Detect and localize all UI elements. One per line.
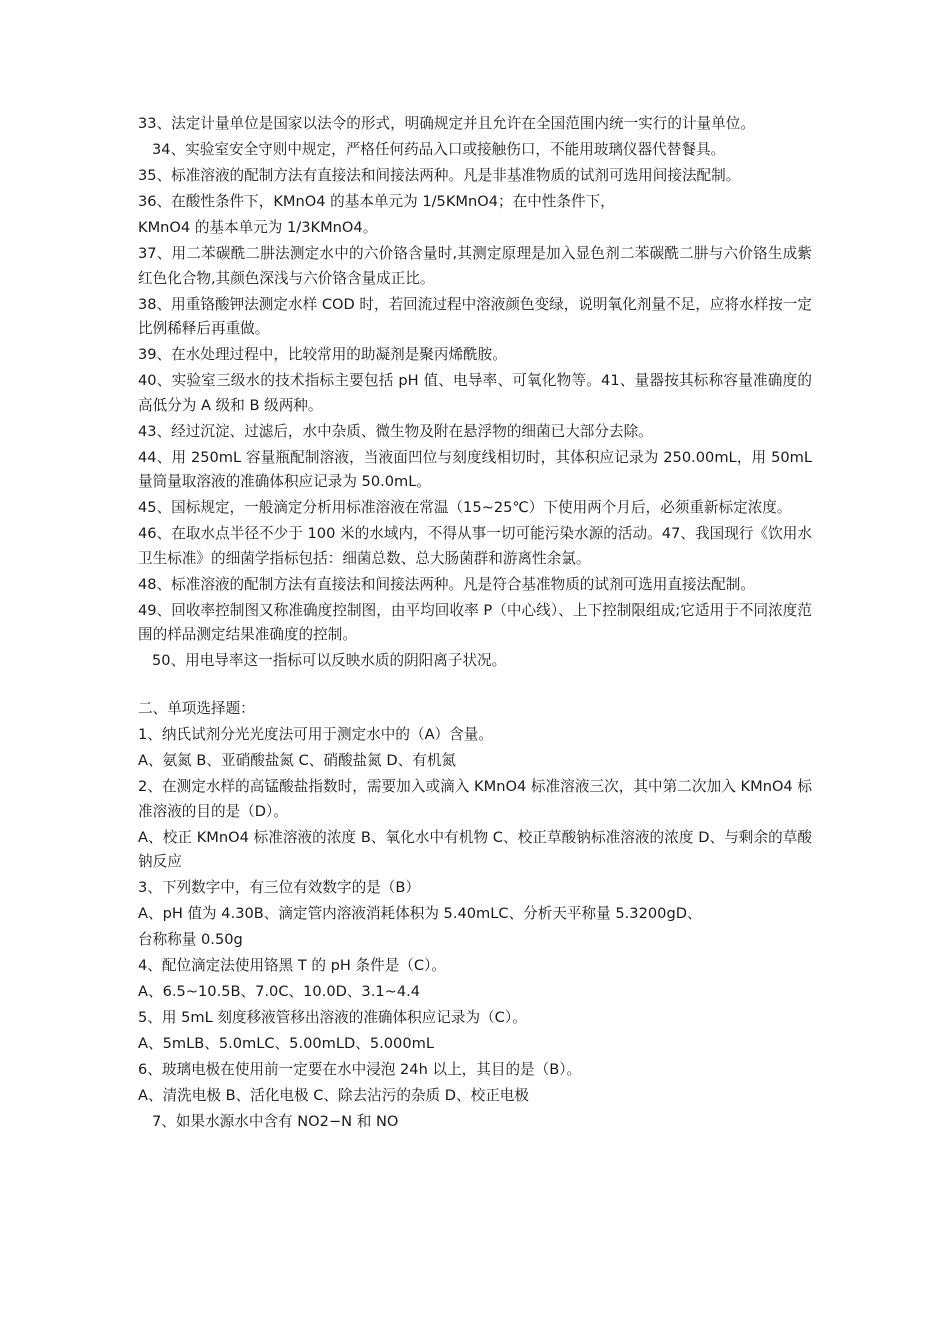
section-title: 二、单项选择题： <box>138 700 255 717</box>
judgment-item: 40、实验室三级水的技术指标主要包括 pH 值、电导率、可氧化物等。41、量器按其标称容量准确度的高低分为 A 级和 B 级两种。 <box>138 372 812 414</box>
choice-item: A、6.5~10.5B、7.0C、10.0D、3.1~4.4 <box>138 983 421 1000</box>
choice-item: A、pH 值为 4.30B、滴定管内溶液消耗体积为 5.40mLC、分析天平称量 5.3200gD、 <box>138 905 702 922</box>
judgment-item: 48、标准溶液的配制方法有直接法和间接法两种。凡是符合基准物质的试剂可选用直接法配制。 <box>138 575 755 593</box>
judgment-item: 34、实验室安全守则中规定，严格任何药品入口或接触伤口，不能用玻璃仪器代替餐具。 <box>152 141 726 158</box>
choice-item: A、氨氮 B、亚硝酸盐氮 C、硝酸盐氮 D、有机氮 <box>138 752 457 769</box>
choice-item: 3、下列数字中，有三位有效数字的是（B） <box>138 879 420 896</box>
judgment-item: 39、在水处理过程中，比较常用的助凝剂是聚丙烯酰胺。 <box>138 346 507 363</box>
judgment-item: KMnO4 的基本单元为 1/3KMnO4。 <box>138 219 378 236</box>
judgment-item: 33、法定计量单位是国家以法令的形式，明确规定并且允许在全国范围内统一实行的计量单位。 <box>138 115 755 132</box>
choice-item: 4、配位滴定法使用铬黑 T 的 pH 条件是（C）。 <box>138 957 446 974</box>
choice-item: A、校正 KMnO4 标准溶液的浓度 B、氧化水中有机物 C、校正草酸钠标准溶液的浓度 D、与剩余的草酸钠反应 <box>138 828 812 870</box>
judgment-item: 45、国标规定，一般滴定分析用标准溶液在常温（15~25℃）下使用两个月后，必须重新标定浓度。 <box>138 499 792 516</box>
choice-item: 6、玻璃电极在使用前一定要在水中浸泡 24h 以上，其目的是（B）。 <box>138 1061 582 1078</box>
choice-item: 5、用 5mL 刻度移液管移出溶液的准确体积应记录为（C）。 <box>138 1009 527 1026</box>
choice-question-list <box>138 723 812 1135</box>
judgment-item: 46、在取水点半径不少于 100 米的水域内，不得从事一切可能污染水源的活动。47、我国现行《饮用水卫生标准》的细菌学指标包括：细菌总数、总大肠菌群和游离性余氯。 <box>138 525 812 567</box>
judgment-item: 37、用二苯碳酰二肼法测定水中的六价铬含量时,其测定原理是加入显色剂二苯碳酰二肼与六价铬生成紫红色化合物,其颜色深浅与六价铬含量成正比。 <box>138 245 812 287</box>
choice-item: A、5mLB、5.0mLC、5.00mLD、5.000mL <box>138 1035 434 1052</box>
choice-item: 2、在测定水样的高锰酸盐指数时，需要加入或滴入 KMnO4 标准溶液三次，其中第二次加入 KMnO4 标准溶液的目的是（D）。 <box>138 778 812 820</box>
judgment-item: 49、回收率控制图又称准确度控制图，由平均回收率 P（中心线）、上下控制限组成;它适用于不同浓度范围的样品测定结果准确度的控制。 <box>138 601 812 643</box>
judgment-item: 44、用 250mL 容量瓶配制溶液，当液面凹位与刻度线相切时，其体积应记录为 250.00mL，用 50mL 量筒量取溶液的准确体积应记录为 50.0mL。 <box>138 448 812 490</box>
section-spacer <box>138 675 812 697</box>
judgment-question-list <box>138 112 812 674</box>
choice-item: 1、纳氏试剂分光光度法可用于测定水中的（A）含量。 <box>138 726 493 743</box>
choice-item: A、清洗电极 B、活化电极 C、除去沾污的杂质 D、校正电极 <box>138 1087 529 1104</box>
choice-item: 台称称量 0.50g <box>138 931 243 948</box>
judgment-item: 35、标准溶液的配制方法有直接法和间接法两种。凡是非基准物质的试剂可选用间接法配制。 <box>138 167 741 184</box>
judgment-item: 50、用电导率这一指标可以反映水质的阴阳离子状况。 <box>152 652 507 669</box>
choice-item: 7、如果水源水中含有 NO2−N 和 NO <box>152 1113 399 1130</box>
judgment-item: 43、经过沉淀、过滤后，水中杂质、微生物及附在悬浮物的细菌已大部分去除。 <box>138 422 653 440</box>
judgment-item: 38、用重铬酸钾法测定水样 COD 时，若回流过程中溶液颜色变绿，说明氧化剂量不足，应将水样按一定比例稀释后再重做。 <box>138 295 812 337</box>
judgment-item: 36、在酸性条件下，KMnO4 的基本单元为 1/5KMnO4；在中性条件下， <box>138 193 615 210</box>
